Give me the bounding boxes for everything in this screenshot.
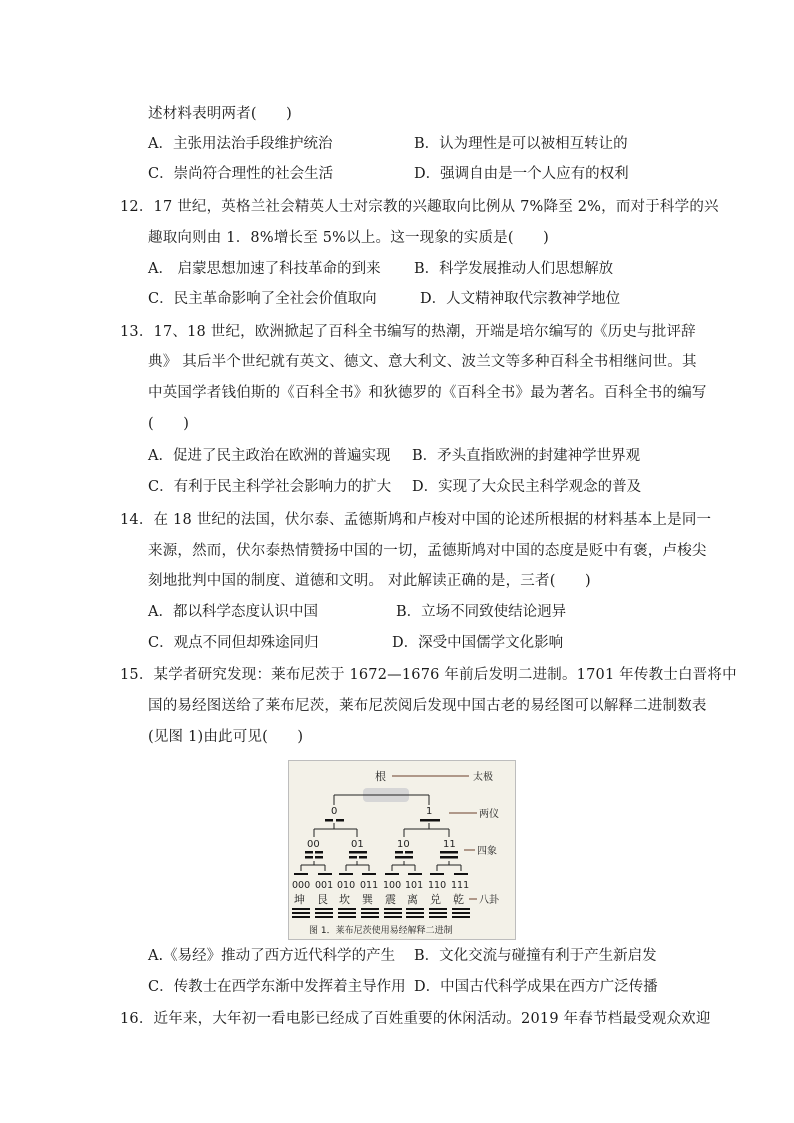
q12-line-2: 趣取向则由 1．8%增长至 5%以上。这一现象的实质是( ): [148, 230, 549, 246]
bagua-label: 八卦: [479, 895, 499, 906]
level1-1: 1: [426, 806, 433, 817]
level3-011: 011: [360, 880, 379, 891]
level3-100: 100: [383, 880, 402, 891]
level2-10: 10: [397, 839, 410, 850]
figure-binary-yijing: [288, 760, 516, 940]
root-label: 根: [375, 770, 386, 783]
trigram-qian: 乾: [453, 893, 464, 906]
q14-option-d: D．深受中国儒学文化影响: [392, 635, 564, 651]
q13-option-b: B．矛头直指欧洲的封建神学世界观: [412, 448, 641, 464]
intro-line: 述材料表明两者( ): [148, 106, 293, 122]
level2-11: 11: [443, 839, 456, 850]
trigram-gen: 艮: [317, 893, 328, 906]
q14-option-c: C．观点不同但却殊途同归: [148, 635, 319, 651]
q15-option-a: A.《易经》推动了西方近代科学的产生: [148, 948, 396, 964]
q14-option-b: B．立场不同致使结论迥异: [396, 604, 567, 620]
option-a: A．主张用法治手段维护统治: [148, 136, 333, 152]
q12-option-c: C．民主革命影响了全社会价值取向: [148, 291, 377, 307]
trigram-dui: 兑: [430, 893, 441, 906]
level3-000: 000: [292, 880, 311, 891]
q15-line-1: 15．某学者研究发现：莱布尼茨于 1672—1676 年前后发明二进制。1701 年传教士白晋将中: [120, 667, 737, 683]
q15-line-3: (见图 1)由此可见( ): [148, 729, 304, 745]
q14-line-1: 14．在 18 世纪的法国，伏尔泰、孟德斯鸠和卢梭对中国的论述所根据的材料基本上是同一: [120, 512, 712, 528]
sixiang-label: 四象: [477, 846, 497, 857]
q12-option-a: A． 启蒙思想加速了科技革命的到来: [148, 261, 381, 277]
figure-caption: 图 1．莱布尼茨使用易经解释二进制: [309, 926, 453, 936]
q15-line-2: 国的易经图送给了莱布尼茨，莱布尼茨阅后发现中国古老的易经图可以解释二进制数表: [148, 698, 707, 714]
q13-line-3: 中英国学者钱伯斯的《百科全书》和狄德罗的《百科全书》最为著名。百科全书的编写: [148, 385, 707, 401]
figure-diagram: [289, 761, 515, 939]
q13-line-1: 13．17、18 世纪，欧洲掀起了百科全书编写的热潮，开端是培尔编写的《历史与批评辞: [120, 324, 696, 340]
q14-option-a: A．都以科学态度认识中国: [148, 604, 318, 620]
q13-line-2: 典》 其后半个世纪就有英文、德文、意大利文、波兰文等多种百科全书相继问世。其: [148, 354, 697, 370]
level3-111: 111: [451, 880, 470, 891]
q15-option-d: D．中国古代科学成果在西方广泛传播: [414, 979, 658, 995]
taiji-label: 太极: [473, 772, 493, 783]
level3-001: 001: [315, 880, 334, 891]
q13-line-4: ( ): [148, 416, 190, 432]
level3-010: 010: [337, 880, 356, 891]
level3-101: 101: [405, 880, 424, 891]
option-b: B．认为理性是可以被相互转让的: [414, 136, 628, 152]
q13-option-a: A．促进了民主政治在欧洲的普遍实现: [148, 448, 391, 464]
q12-option-d: D．人文精神取代宗教神学地位: [420, 291, 621, 307]
q13-option-c: C．有利于民主科学社会影响力的扩大: [148, 479, 392, 495]
trigram-li: 离: [407, 893, 418, 906]
trigram-xun: 巽: [362, 893, 373, 906]
level3-110: 110: [428, 880, 447, 891]
liangyi-label: 两仪: [479, 809, 499, 820]
q14-line-3: 刻地批判中国的制度、道德和文明。 对此解读正确的是，三者( ): [148, 573, 591, 589]
q15-option-c: C．传教士在西学东渐中发挥着主导作用: [148, 979, 406, 995]
q12-option-b: B．科学发展推动人们思想解放: [414, 261, 614, 277]
level2-00: 00: [307, 839, 320, 850]
option-d: D．强调自由是一个人应有的权利: [414, 166, 629, 182]
q16-line-1: 16．近年来，大年初一看电影已经成了百姓重要的休闲活动。2019 年春节档最受观众欢迎: [120, 1011, 711, 1027]
option-c: C．崇尚符合理性的社会生活: [148, 166, 334, 182]
trigram-kun: 坤: [294, 893, 305, 906]
level2-01: 01: [351, 839, 364, 850]
q12-line-1: 12．17 世纪，英格兰社会精英人士对宗教的兴趣取向比例从 7%降至 2%，而对于科学的兴: [120, 199, 719, 215]
q15-option-b: B．文化交流与碰撞有利于产生新启发: [414, 948, 657, 964]
q14-line-2: 来源，然而，伏尔泰热情赞扬中国的一切，孟德斯鸠对中国的态度是贬中有褒，卢梭尖: [148, 543, 707, 559]
q13-option-d: D．实现了大众民主科学观念的普及: [412, 479, 642, 495]
level1-0: 0: [331, 806, 338, 817]
trigram-zhen: 震: [385, 893, 396, 906]
trigram-kan: 坎: [339, 893, 350, 906]
